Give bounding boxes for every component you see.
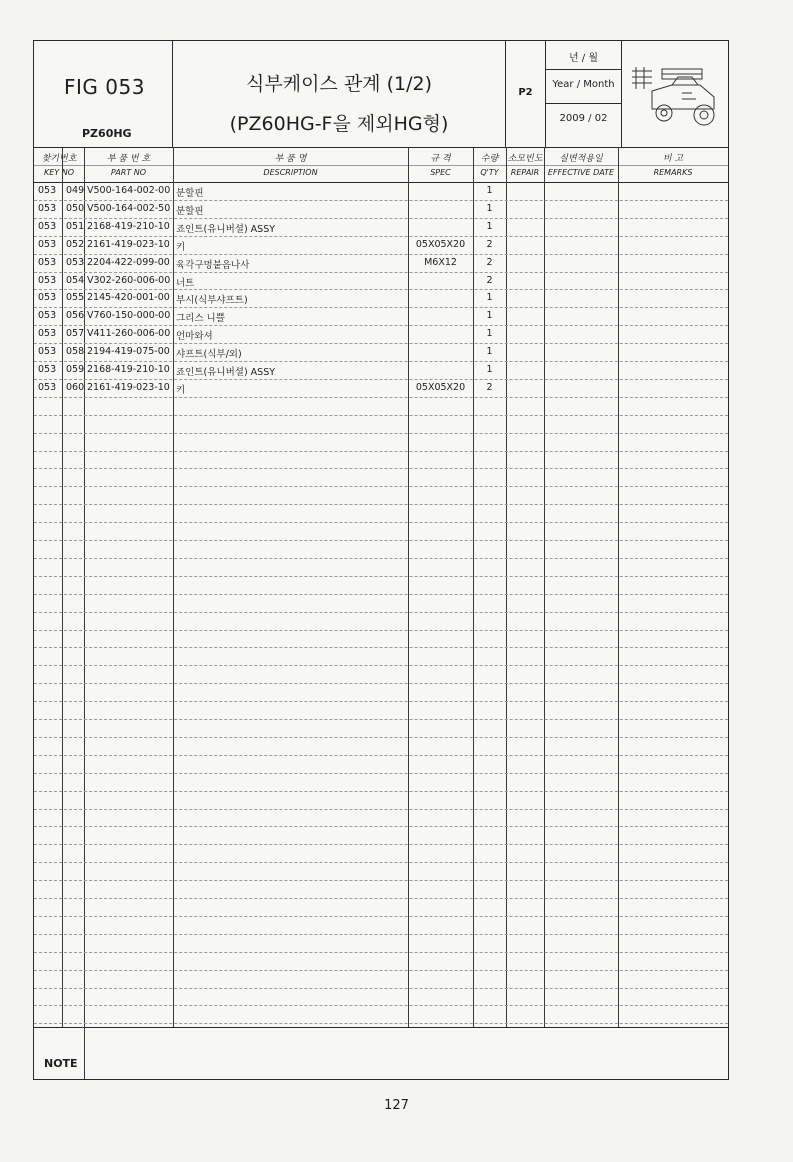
ruled-line — [34, 1005, 728, 1006]
cell-fig: 053 — [38, 185, 57, 196]
cell-fig: 053 — [38, 381, 57, 393]
cell-part: 2204-422-099-00 — [87, 256, 170, 268]
cell-key: 050 — [66, 202, 85, 214]
cell-qty: 1 — [486, 202, 493, 214]
cell-qty: 1 — [486, 220, 493, 232]
cell-key: 056 — [66, 310, 85, 322]
cell-key: 060 — [66, 381, 85, 393]
cell-fig: 053 — [38, 274, 57, 286]
cell-qty: 1 — [486, 292, 493, 304]
cell-fig: 053 — [38, 292, 57, 304]
ruled-line — [34, 540, 728, 541]
column-header-remarks-en: REMARKS — [653, 168, 693, 177]
cell-desc: 그리스 니쁠 — [176, 313, 225, 325]
cell-part: V500-164-002-50 — [87, 202, 171, 214]
table-row — [34, 289, 728, 307]
ruled-line — [34, 862, 728, 863]
machine-illustration — [622, 41, 728, 147]
cell-fig: 053 — [38, 238, 57, 250]
cell-part: V411-260-006-00 — [87, 328, 171, 340]
cell-qty: 2 — [486, 256, 493, 268]
fig-cell — [34, 41, 173, 147]
table-row — [34, 272, 728, 290]
cell-desc: 분할핀 — [176, 188, 204, 199]
cell-qty: 1 — [486, 185, 493, 196]
ruled-line — [34, 880, 728, 881]
column-header-date-en: EFFECTIVE DATE — [547, 168, 615, 177]
column-header-spec-ko: 규 격 — [430, 154, 451, 164]
page-subtitle: (PZ60HG-F을 제외HG형) — [229, 113, 449, 135]
cell-key: 057 — [66, 328, 85, 340]
cell-qty: 1 — [486, 310, 493, 322]
ruled-line — [34, 630, 728, 631]
table-row — [34, 218, 728, 236]
cell-key: 055 — [66, 292, 85, 304]
column-header-desc-en: DESCRIPTION — [263, 168, 318, 177]
page-code: P2 — [518, 87, 533, 98]
cell-desc: 키 — [176, 384, 186, 396]
ruled-line — [34, 468, 728, 469]
ruled-line — [34, 755, 728, 756]
cell-desc: 부시(식부샤프트) — [176, 295, 248, 307]
ruled-line — [34, 988, 728, 989]
column-header-qty-en: Q'TY — [480, 168, 499, 177]
cell-key: 051 — [66, 220, 85, 232]
column-header-date-ko: 실변적용일 — [559, 154, 603, 164]
ruled-line — [34, 647, 728, 648]
ruled-line — [34, 898, 728, 899]
table-row — [34, 236, 728, 254]
year-month-value: 2009 / 02 — [559, 113, 608, 124]
cell-qty: 1 — [486, 364, 493, 375]
year-month-label-ko: 년 / 월 — [568, 53, 599, 64]
cell-fig: 053 — [38, 220, 57, 232]
ruled-line — [34, 451, 728, 452]
cell-part: 2145-420-001-00 — [87, 292, 170, 304]
ruled-line — [34, 844, 728, 845]
cell-spec: 05X05X20 — [415, 238, 466, 250]
table-row — [34, 254, 728, 272]
ruled-line — [34, 1023, 728, 1024]
ruled-line — [34, 683, 728, 684]
year-month-cell — [546, 41, 622, 147]
table-row — [34, 200, 728, 218]
column-header-key-ko: 찾기번호 — [41, 154, 77, 164]
ruled-line — [34, 576, 728, 577]
column-header-part-ko: 부 품 번 호 — [106, 154, 151, 164]
cell-key: 059 — [66, 364, 85, 375]
cell-qty: 2 — [486, 274, 493, 286]
cell-desc: 언마와셔 — [176, 331, 213, 343]
ruled-line — [34, 558, 728, 559]
ruled-line — [34, 594, 728, 595]
ruled-line — [34, 522, 728, 523]
ruled-line — [34, 773, 728, 774]
table-row — [34, 379, 728, 397]
column-header-spec-en: SPEC — [430, 168, 451, 177]
cell-fig: 053 — [38, 310, 57, 322]
ruled-line — [34, 612, 728, 613]
ruled-line — [34, 934, 728, 935]
table-row — [34, 307, 728, 325]
cell-qty: 2 — [486, 238, 493, 250]
cell-qty: 1 — [486, 346, 493, 358]
cell-part: 2194-419-075-00 — [87, 346, 170, 358]
cell-spec: 05X05X20 — [415, 381, 466, 393]
cell-fig: 053 — [38, 364, 57, 375]
cell-qty: 1 — [486, 328, 493, 340]
ruled-line — [34, 952, 728, 953]
year-month-label-en: Year / Month — [552, 79, 615, 90]
column-header-desc-ko: 부 품 명 — [274, 154, 307, 164]
column-header-key-en: KEY NO — [43, 168, 74, 177]
title-cell — [173, 41, 506, 147]
cell-desc: 분할핀 — [176, 205, 204, 217]
ruled-line — [34, 826, 728, 827]
ruled-line — [34, 486, 728, 487]
ruled-line — [34, 433, 728, 434]
cell-qty: 2 — [486, 381, 493, 393]
page-title: 식부케이스 관계 (1/2) — [246, 73, 432, 95]
note-label: NOTE — [44, 1057, 78, 1070]
ruled-line — [34, 791, 728, 792]
rice-transplanter-icon — [622, 41, 728, 147]
table-row — [34, 343, 728, 361]
cell-key: 053 — [66, 256, 85, 268]
cell-part: 2161-419-023-10 — [87, 381, 170, 393]
ruled-line — [34, 916, 728, 917]
cell-part: 2168-419-210-10 — [87, 364, 170, 375]
cell-part: V302-260-006-00 — [87, 274, 171, 286]
ruled-line — [34, 665, 728, 666]
ruled-line — [34, 415, 728, 416]
ruled-line — [34, 719, 728, 720]
cell-desc: 죠인트(유니버셜) ASSY — [176, 223, 276, 235]
ruled-line — [34, 701, 728, 702]
column-header-remarks-ko: 비 고 — [662, 154, 684, 164]
cell-part: V500-164-002-00 — [87, 185, 171, 196]
cell-spec: M6X12 — [424, 256, 457, 268]
cell-fig: 053 — [38, 202, 57, 214]
table-row — [34, 361, 728, 379]
cell-fig: 053 — [38, 328, 57, 340]
ruled-line — [34, 397, 728, 398]
cell-desc: 너트 — [176, 277, 195, 289]
parts-list-sheet — [33, 40, 729, 1080]
table-row — [34, 325, 728, 343]
column-header-repair-en: REPAIR — [510, 168, 540, 177]
cell-fig: 053 — [38, 256, 57, 268]
cell-key: 049 — [66, 185, 85, 196]
cell-fig: 053 — [38, 346, 57, 358]
page-code-cell — [506, 41, 546, 147]
cell-desc: 키 — [176, 241, 186, 253]
cell-desc: 죠인트(유니버셜) ASSY — [176, 367, 276, 378]
column-header-repair-ko: 소모빈도 — [507, 154, 543, 164]
fig-number: FIG 053 — [64, 75, 145, 99]
column-header-qty-ko: 수량 — [480, 154, 499, 164]
cell-key: 054 — [66, 274, 85, 286]
cell-key: 052 — [66, 238, 85, 250]
ruled-line — [34, 737, 728, 738]
ruled-line — [34, 809, 728, 810]
cell-key: 058 — [66, 346, 85, 358]
cell-part: 2161-419-023-10 — [87, 238, 170, 250]
ruled-line — [34, 504, 728, 505]
column-header-part-en: PART NO — [110, 168, 147, 177]
table-row — [34, 182, 728, 200]
cell-desc: 샤프트(식부/외) — [176, 349, 242, 361]
model-name: PZ60HG — [82, 127, 132, 140]
page-number: 127 — [384, 1098, 409, 1113]
ruled-line — [34, 970, 728, 971]
cell-part: V760-150-000-00 — [87, 310, 171, 322]
cell-part: 2168-419-210-10 — [87, 220, 170, 232]
cell-desc: 육각구멍붙음나사 — [176, 259, 250, 271]
